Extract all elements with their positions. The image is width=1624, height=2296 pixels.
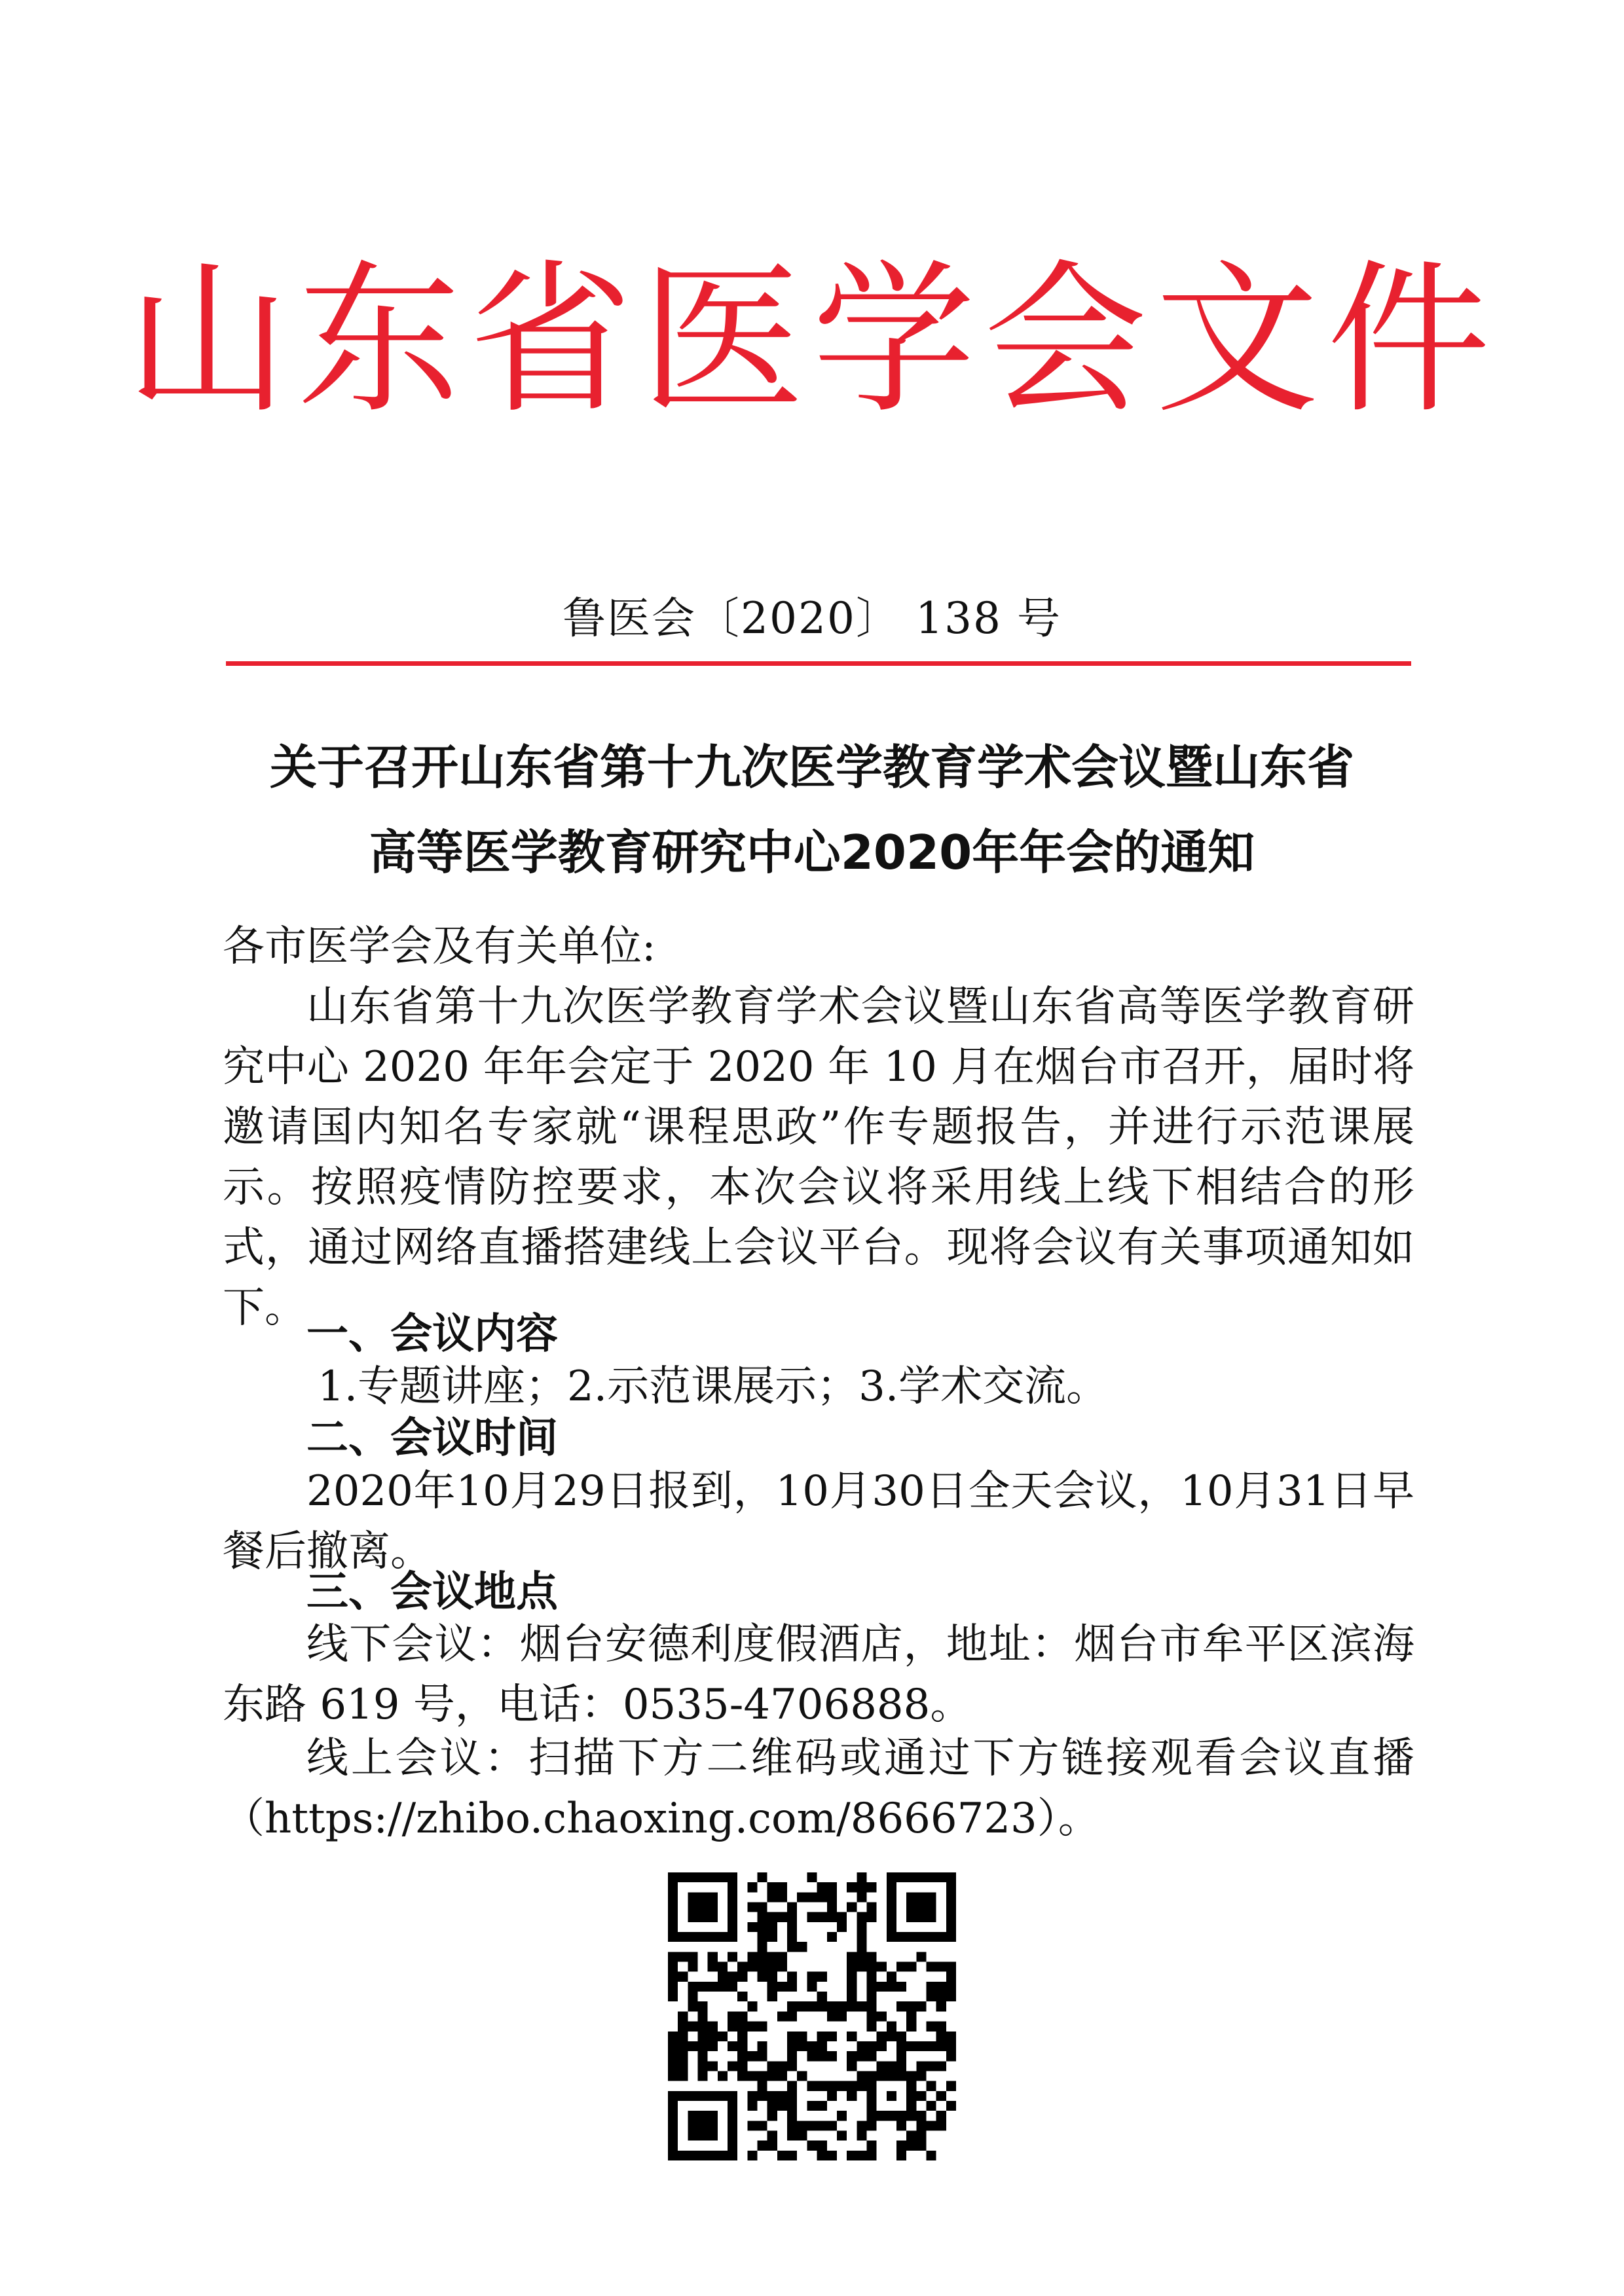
red-divider <box>226 661 1411 666</box>
section-content-text: 1.专题讲座；2.示范课展示；3.学术交流。 <box>318 1362 1109 1411</box>
section-time-text: 2020年10月29日报到，10月30日全天会议，10月31日早餐后撤离。 <box>223 1467 1414 1576</box>
salutation: 各市医学会及有关单位: <box>223 922 656 971</box>
masthead-title: 山东省医学会文件 <box>126 245 1498 435</box>
venue-online-text[interactable]: 线上会议：扫描下方二维码或通过下方链接观看会议直播（https://zhibo.chaoxing.com/8666723）。 <box>223 1734 1414 1843</box>
section-heading-venue: 三、会议地点 <box>306 1568 558 1616</box>
venue-offline-text: 线下会议：烟台安德利度假酒店，地址：烟台市牟平区滨海东路 619 号，电话：0535-4706888。 <box>223 1620 1414 1729</box>
notice-title-line-1: 关于召开山东省第十九次医学教育学术会议暨山东省 <box>269 740 1354 795</box>
intro-paragraph: 山东省第十九次医学教育学术会议暨山东省高等医学教育研究中心 2020 年年会定于 2020 年 10 月在烟台市召开，届时将邀请国内知名专家就“课程思政”作专题报告，并进行示范课展示。按照疫情防控要求，本次会议将采用线上线下相结合的形式，通过网络直播搭建线上会议平台。现将会议有关事项通知如下。 <box>223 983 1414 1332</box>
notice-title-line-2: 高等医学教育研究中心2020年年会的通知 <box>369 825 1255 880</box>
document-number: 鲁医会〔2020〕 138 号 <box>563 593 1061 644</box>
section-heading-content: 一、会议内容 <box>306 1310 558 1358</box>
qr-code-icon[interactable] <box>668 1872 956 2160</box>
section-heading-time: 二、会议时间 <box>306 1414 558 1463</box>
